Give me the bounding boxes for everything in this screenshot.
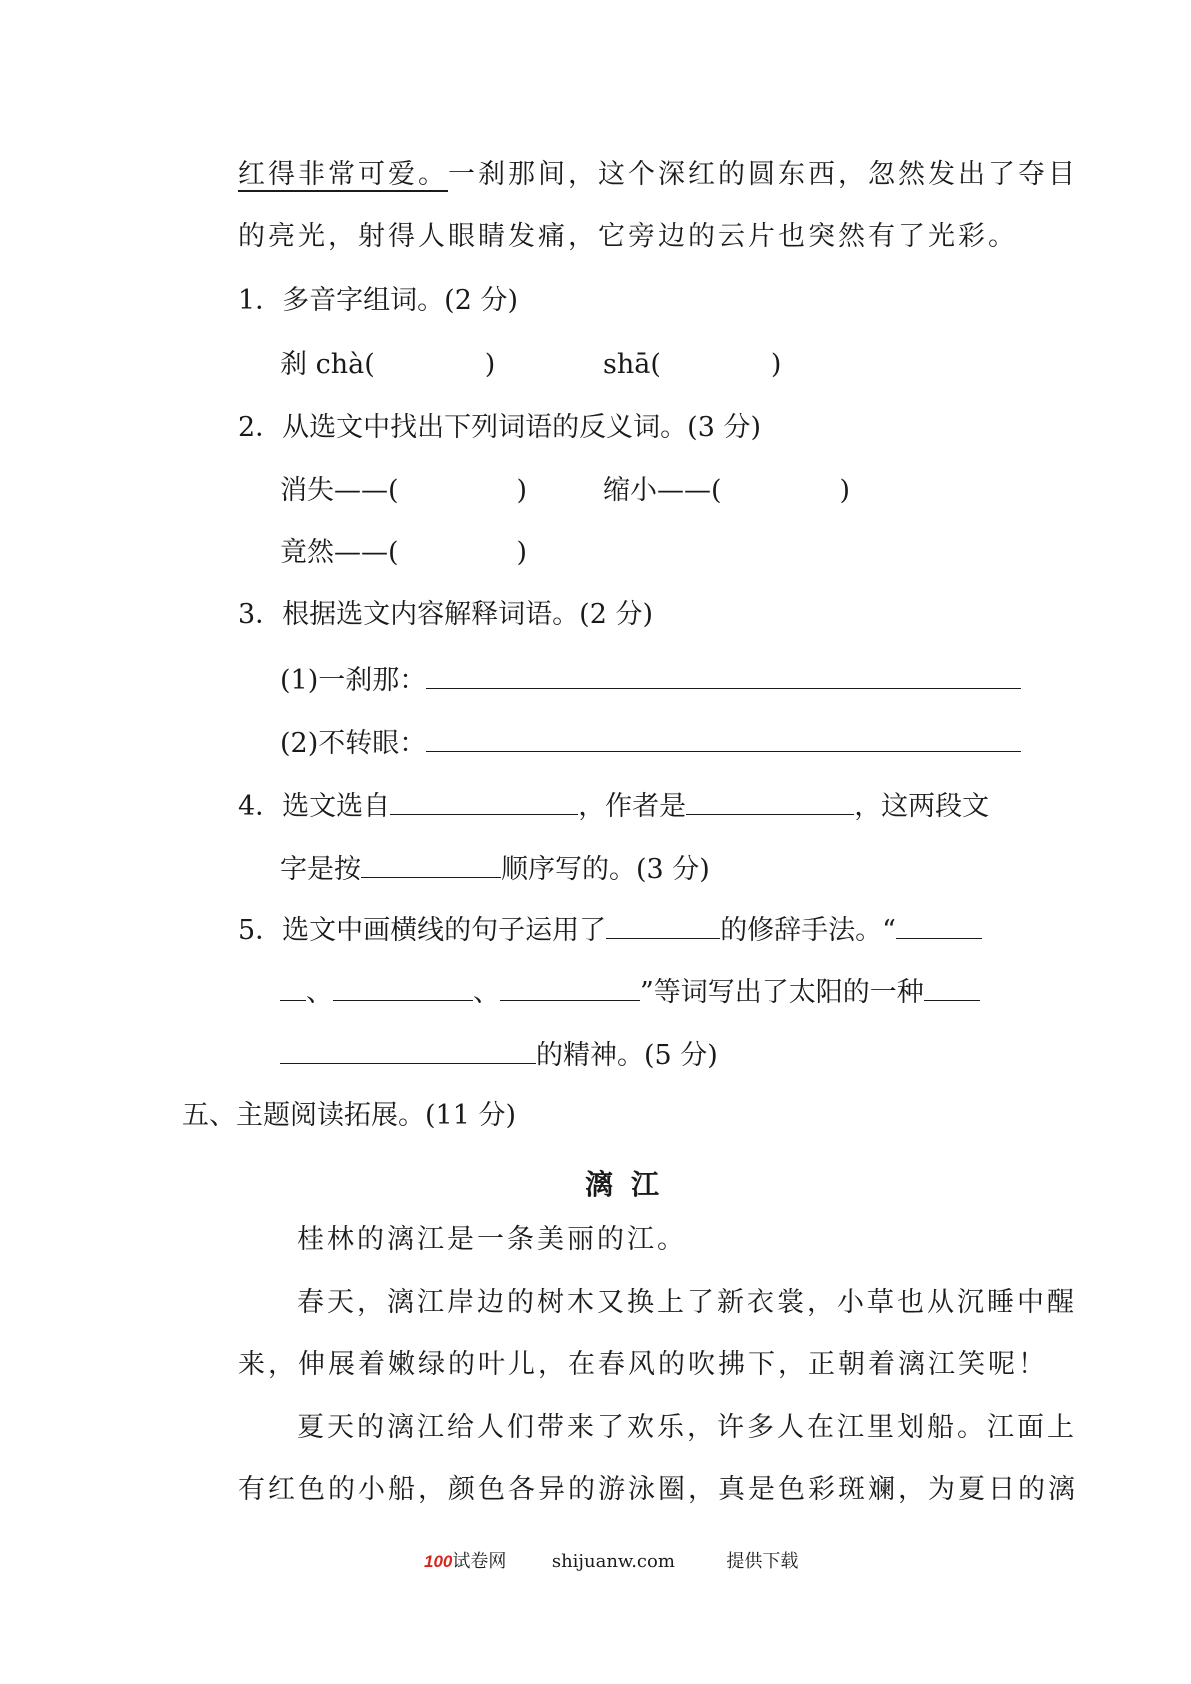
paren-close: ): [839, 475, 851, 506]
q5-text-2: 的修辞手法。“: [720, 915, 896, 946]
answer-blank-2[interactable]: [426, 724, 1021, 752]
question-1-answers: [280, 348, 495, 382]
question-2-label: 2．从选文中找出下列词语的反义词。(3 分): [238, 412, 762, 443]
q4-text-2: ，作者是: [578, 791, 687, 822]
question-5-line-3: [280, 1036, 718, 1070]
site-domain[interactable]: shijuanw.com: [551, 1551, 675, 1572]
answer-blank-source[interactable]: [390, 787, 578, 815]
q5-text-5: ”等词写出了太阳的一种: [640, 977, 924, 1008]
q5-text-3: 、: [306, 977, 333, 1008]
answer-blank-1[interactable]: [426, 661, 1021, 689]
answer-blank-word-2[interactable]: [333, 973, 473, 1001]
passage-2-para-2-line-1: 春天，漓江岸边的树木又换上了新衣裳，小草也从沉睡中醒: [297, 1287, 1077, 1318]
paren-close: ): [516, 537, 528, 568]
answer-blank-order[interactable]: [361, 850, 501, 878]
q4-text-3: ，这两段文: [854, 791, 990, 822]
answer-blank-word-3[interactable]: [500, 973, 640, 1001]
polyphone-cha-prefix: 刹 chà(: [280, 349, 375, 380]
question-4-line-2: [280, 850, 710, 884]
question-1-answers-b: [603, 348, 781, 382]
q4-text-4: 字是按: [280, 854, 361, 885]
explain-term-2: (2)不转眼：: [280, 728, 427, 759]
answer-blank-spirit-a[interactable]: [924, 973, 980, 1001]
question-4-line-1: [238, 787, 989, 821]
answer-blank-rhetoric[interactable]: [606, 911, 720, 939]
question-1-label: 1．多音字组词。(2 分): [238, 285, 519, 316]
antonym-row-2: [280, 536, 527, 570]
polyphone-sha-prefix: shā(: [603, 349, 661, 380]
antonym-word-1: 消失——(: [280, 475, 399, 506]
antonym-row-1b: [603, 474, 850, 508]
passage-2-para-2-line-2: 来，伸展着嫩绿的叶儿，在春风的吹拂下，正朝着漓江笑呢！: [238, 1349, 1048, 1380]
passage-2-para-3-line-1: 夏天的漓江给人们带来了欢乐，许多人在江里划船。江面上: [297, 1412, 1077, 1443]
passage-line-1: [238, 158, 1078, 192]
q4-text-1: 4．选文选自: [238, 791, 391, 822]
answer-blank-author[interactable]: [686, 787, 854, 815]
site-logo: 100: [424, 1552, 453, 1571]
q5-text-6: 的精神。(5 分): [536, 1040, 718, 1071]
answer-blank-word-1a[interactable]: [896, 911, 982, 939]
antonym-word-2: 缩小——(: [603, 475, 722, 506]
question-3-label: 3．根据选文内容解释词语。(2 分): [238, 599, 654, 630]
question-5-line-1: [238, 911, 982, 945]
passage-2-para-3-line-2: 有红色的小船，颜色各异的游泳圈，真是色彩斑斓，为夏日的漓: [238, 1474, 1078, 1505]
q5-text-4: 、: [473, 977, 500, 1008]
paren-close: ): [516, 475, 528, 506]
antonym-word-3: 竟然——(: [280, 537, 399, 568]
section-5-heading: 五、主题阅读拓展。(11 分): [182, 1100, 517, 1131]
explain-row-1: [280, 661, 1021, 695]
answer-blank-word-1b[interactable]: [280, 973, 306, 1001]
site-name: 试卷网: [452, 1551, 507, 1572]
download-note: 提供下载: [726, 1551, 799, 1572]
paren-close: ): [484, 349, 496, 380]
q4-text-5: 顺序写的。(3 分): [501, 854, 710, 885]
explain-row-2: [280, 724, 1021, 758]
footer: [424, 1550, 798, 1574]
question-5-line-2: [280, 973, 980, 1007]
answer-blank-spirit-b[interactable]: [280, 1036, 536, 1064]
passage-text: 一刹那间，这个深红的圆东西，忽然发出了夺目: [448, 159, 1078, 190]
passage-2-para-1: 桂林的漓江是一条美丽的江。: [297, 1224, 687, 1255]
passage-line-2: 的亮光，射得人眼睛发痛，它旁边的云片也突然有了光彩。: [238, 221, 1018, 252]
underlined-sentence: 红得非常可爱。: [238, 159, 448, 190]
q5-text-1: 5．选文中画横线的句子运用了: [238, 915, 607, 946]
passage-title: 漓江: [585, 1168, 678, 1201]
explain-term-1: (1)一刹那：: [280, 665, 427, 696]
paren-close: ): [770, 349, 782, 380]
antonym-row-1a: [280, 474, 527, 508]
